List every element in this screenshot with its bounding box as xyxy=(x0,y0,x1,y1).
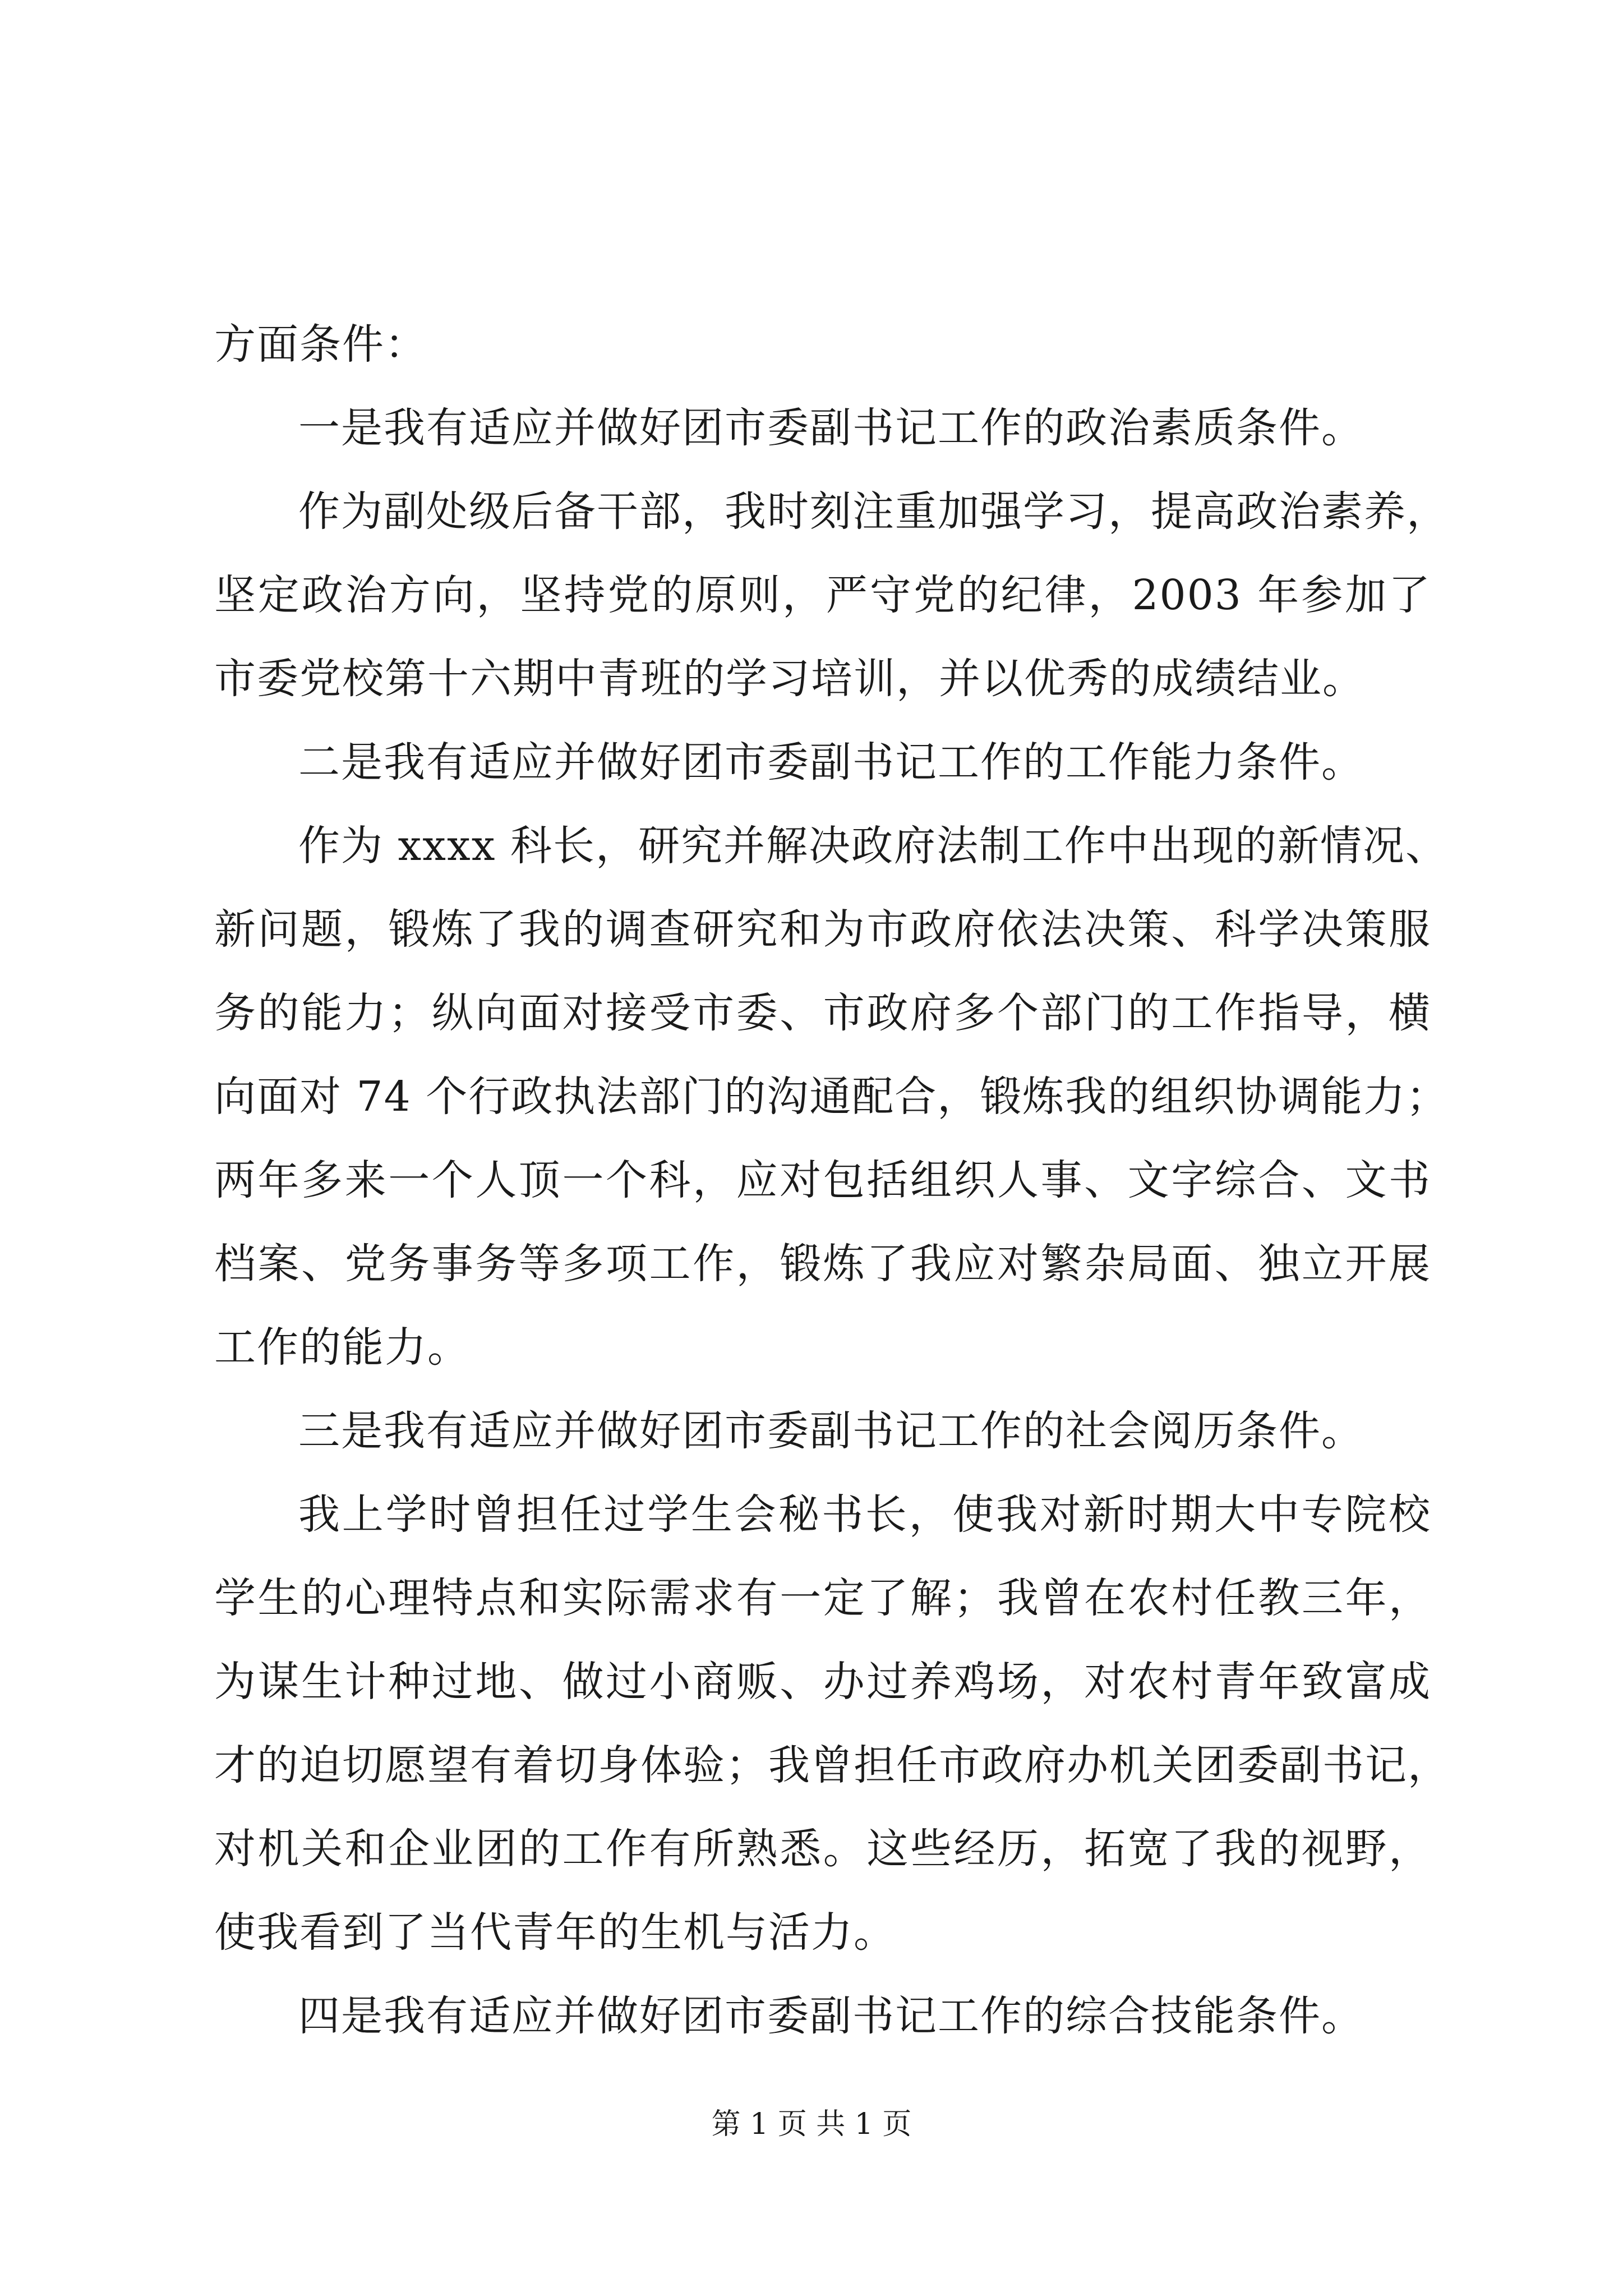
text-line: 为谋生计种过地、做过小商贩、办过养鸡场，对农村青年致富成 xyxy=(214,1658,1431,1706)
text-line: 对机关和企业团的工作有所熟悉。这些经历，拓宽了我的视野， xyxy=(214,1825,1431,1873)
text-line: 方面条件： xyxy=(214,320,427,369)
paragraph-heading-political: 一是我有适应并做好团市委副书记工作的政治素质条件。 xyxy=(298,404,1364,452)
text-line: 工作的能力。 xyxy=(214,1323,470,1372)
text-line: 使我看到了当代青年的生机与活力。 xyxy=(214,1908,896,1957)
text-line: 坚定政治方向，坚持党的原则，严守党的纪律，2003 年参加了 xyxy=(214,571,1431,619)
text-line: 新问题，锻炼了我的调查研究和为市政府依法决策、科学决策服 xyxy=(214,905,1431,954)
page-number-footer: 第 1 页 共 1 页 xyxy=(711,2108,912,2141)
text-line: 务的能力；纵向面对接受市委、市政府多个部门的工作指导，横 xyxy=(214,989,1431,1037)
text-line: 市委党校第十六期中青班的学习培训，并以优秀的成绩结业。 xyxy=(214,655,1365,703)
text-line: 两年多来一个人顶一个科，应对包括组织人事、文字综合、文书 xyxy=(214,1156,1431,1204)
paragraph-heading-skills: 四是我有适应并做好团市委副书记工作的综合技能条件。 xyxy=(298,1992,1364,2040)
paragraph-heading-experience: 三是我有适应并做好团市委副书记工作的社会阅历条件。 xyxy=(298,1407,1364,1455)
text-line: 学生的心理特点和实际需求有一定了解；我曾在农村任教三年， xyxy=(214,1574,1431,1622)
text-line: 作为 xxxx 科长，研究并解决政府法制工作中出现的新情况、 xyxy=(298,822,1448,870)
document-body xyxy=(214,303,1450,2058)
paragraph-heading-ability: 二是我有适应并做好团市委副书记工作的工作能力条件。 xyxy=(298,738,1364,786)
text-line: 向面对 74 个行政执法部门的沟通配合，锻炼我的组织协调能力； xyxy=(214,1073,1449,1121)
text-line: 档案、党务事务等多项工作，锻炼了我应对繁杂局面、独立开展 xyxy=(214,1240,1431,1288)
text-line: 才的迫切愿望有着切身体验；我曾担任市政府办机关团委副书记， xyxy=(214,1741,1450,1789)
text-line: 我上学时曾担任过学生会秘书长，使我对新时期大中专院校 xyxy=(298,1490,1431,1539)
text-line: 作为副处级后备干部，我时刻注重加强学习，提高政治素养， xyxy=(298,487,1449,536)
